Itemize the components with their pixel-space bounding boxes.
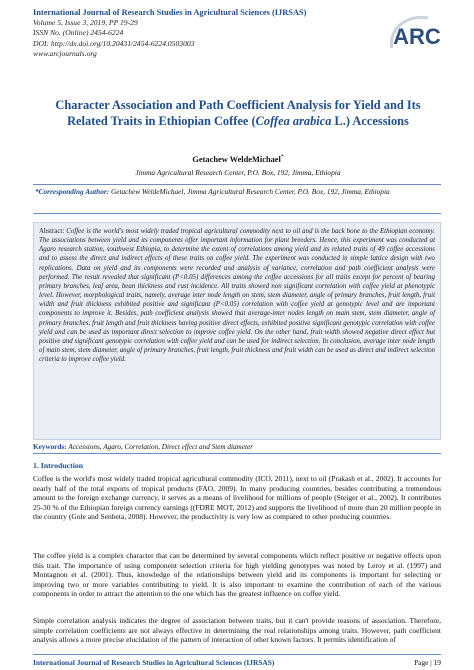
author-affiliation: Jimma Agricultural Research Center, P.O. Box, 192, Jimma, Ethiopia: [135, 168, 341, 177]
paragraph: Coffee is the world's most widely traded tropical agricultural commodity (ICO, 2011), next to oil (Prakash et al., 2002). It accounts for nearly half of the total exports of tropical products (FAO, 2009). In many producing countries, besides contributing a tremendous amount to the foreign exchange currency, it serves as a means of livelihood for millions of people (Steiger et al., 2002). It contributes 25-30 % of the Ethiopian foreign currency earnings ((FDRE MOT, 2012) and supports the livelihood of more than 20 million people in the country (Gole and Senbeta, 2008). However, the productivity is very low as compared to other producing countries.: [33, 474, 441, 522]
author-mark: *: [280, 154, 284, 160]
journal-header: [33, 7, 373, 60]
corresponding-text: Getachew WeldeMichael, Jimma Agricultural Research Center, P.O. Box, 192, Jimma, Ethiopia: [109, 187, 390, 196]
page-footer: [33, 654, 441, 667]
corresponding-author: [33, 184, 441, 214]
keywords-text: Accessions, Agaro, Correlation, Direct effect and Stem diameter: [66, 443, 253, 451]
footer-journal: International Journal of Research Studies in Agricultural Sciences (IJRSAS): [33, 658, 275, 667]
volume-info: Volume 5, Issue 3, 2019, PP 19-29: [33, 18, 138, 27]
arc-logo: [384, 10, 450, 58]
issn-info: ISSN No. (Online) 2454-6224: [33, 28, 124, 38]
divider: [33, 453, 441, 454]
journal-name: International Journal of Research Studies in Agricultural Sciences (IJRSAS): [33, 8, 307, 17]
keywords-label: Keywords:: [33, 443, 67, 451]
abstract-label: Abstract:: [39, 228, 65, 235]
doi-link[interactable]: DOI: http://dx.doi.org/10.20431/2454-6224.0503003: [33, 38, 195, 48]
author-name: Getachew WeldeMichael*: [192, 154, 284, 164]
logo-text: ARC: [393, 24, 441, 49]
title-part-2: L.) Accessions: [331, 113, 409, 128]
page-number: Page | 19: [414, 658, 441, 667]
title-species: Coffea arabica: [255, 113, 332, 128]
keywords: [33, 442, 441, 452]
paragraph: The coffee yield is a complex character that can be determined by several components which reflect positive or negative effects upon this trait. The importance of using component selection criteria for high yielding genotypes was noted by Leroy et al. (1997) and Montagnon et al. (2001). Thus, knowledge of the relationships between yield and its components is important for selecting or improving two or more variables contributing to yield. It is also important to examine the contribution of each of the various components in order to attract the attention to the one which has the greatest influence on coffee yield.: [33, 551, 441, 599]
abstract-text: Coffee is the world's most widely traded tropical agricultural commodity next to oil and is the back bone to the Ethiopian economy. The associations between yield and its components offer important information for plant breeders. Hence, this experiment was conducted at Agaro research station, southwest Ethiopia, to determine the extent of correlations among yield and its related traits of 49 coffee accessions and to assess the direct and indirect effects of these traits on coffee yield. The experiment was conducted in simple lattice design with two replications. Data on yield and its components were recorded and analysis of variance, correlation and path coefficient analysis were performed. The result revealed that significant (P<0.05) differences among the coffee accessions for all traits except for percent of bearing primary branches, leaf area, bean thickness and rust incidence. All traits showed non significant correlation with coffee yield at phenotypic level. However, morphological traits, namely, average inter node length on stem, stem diameter, angle of primary branches, fruit length, fruit width and fruit thickness exhibited positive and significant (P<0.05) correlation with coffee yield at genotypic level and are important components to improve it. Besides, path coefficient analysis showed that average-inter nodes length on main stem, stem diameter, angle of primary branches, fruit length and fruit thickness having positive direct effects, exhibited positive significant genotypic correlation with coffee yield and can be used as important direct selection to improve coffee yield. On the other hand, fruit width showed negative direct effect but positive and significant genotypic correlation with coffee yield and can be used for indirect selection. In conclusion, average inter node length of main stem, stem diameter, angle of primary branches, fruit length, fruit thickness and fruit width can be used as direct and indirect selection criteria to improve coffee yield.: [39, 228, 435, 364]
section-heading: 1. Introduction: [33, 461, 84, 470]
paper-title: [44, 98, 432, 129]
journal-url[interactable]: www.arcjournals.org: [33, 49, 97, 59]
paragraph: Simple correlation analysis indicates the degree of association between traits, but it can't provide reasons of association. Therefore, simple correlation coefficients are not always effective in determining the real relationships among traits. However, path coefficient analysis allows a more precise elucidation of the pattern of interaction of other known factors. It permits identification of: [33, 616, 441, 645]
corresponding-label: *Corresponding Author:: [35, 187, 110, 196]
title-part-1: Character Association and Path Coefficient Analysis for Yield and Its Related Traits in Ethiopian Coffee (: [55, 98, 421, 128]
abstract-box: [33, 222, 441, 440]
